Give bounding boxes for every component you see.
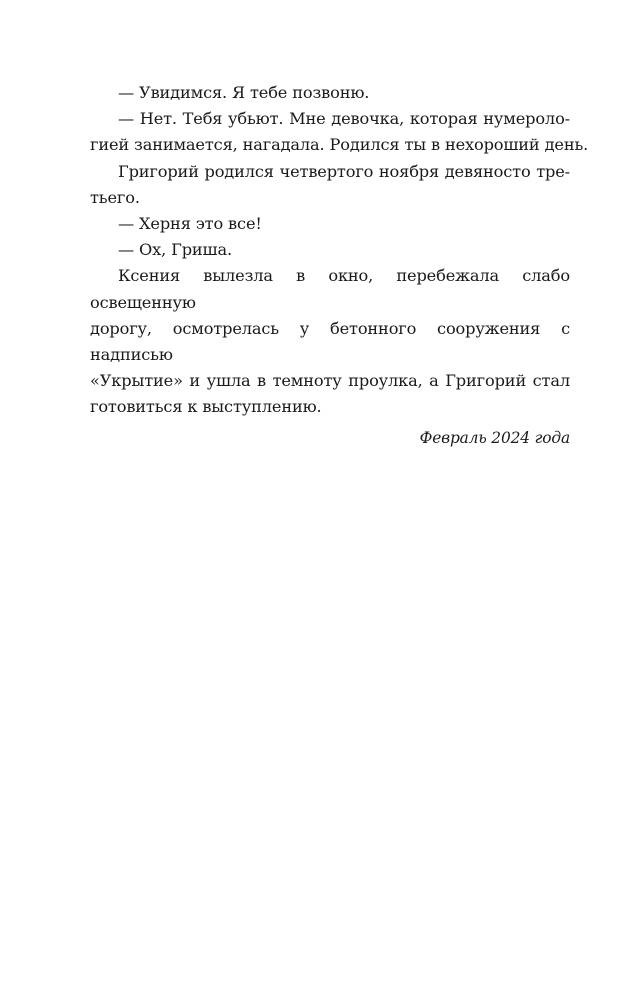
paragraph [90, 211, 570, 237]
text-line: гией занимается, нагадала. Родился ты в нехороший день. [90, 135, 589, 155]
book-page [90, 80, 589, 451]
date-signature: Февраль 2024 года [419, 428, 570, 447]
text-line: — Увидимся. Я тебе позвоню. [118, 83, 370, 102]
paragraph [90, 159, 570, 211]
paragraph [90, 106, 589, 158]
text-line: Григорий родился четвертого ноября девяносто тре- [118, 161, 570, 181]
text-line: Ксения вылезла в окно, перебежала слабо освещенную [90, 266, 570, 312]
text-line: дорогу, осмотрелась у бетонного сооружения с надписью [90, 318, 570, 365]
text-line: — Херня это все! [118, 214, 262, 234]
paragraph [90, 80, 570, 106]
text-line: — Ох, Гриша. [118, 240, 232, 260]
paragraph [90, 263, 570, 420]
paragraph [90, 237, 570, 263]
text-line: — Нет. Тебя убьют. Мне девочка, которая нумероло- [118, 109, 570, 129]
text-line: «Укрытие» и ушла в темноту проулка, а Григорий стал [90, 371, 570, 391]
text-line: готовиться к выступлению. [90, 397, 322, 417]
text-line: тьего. [90, 187, 140, 207]
